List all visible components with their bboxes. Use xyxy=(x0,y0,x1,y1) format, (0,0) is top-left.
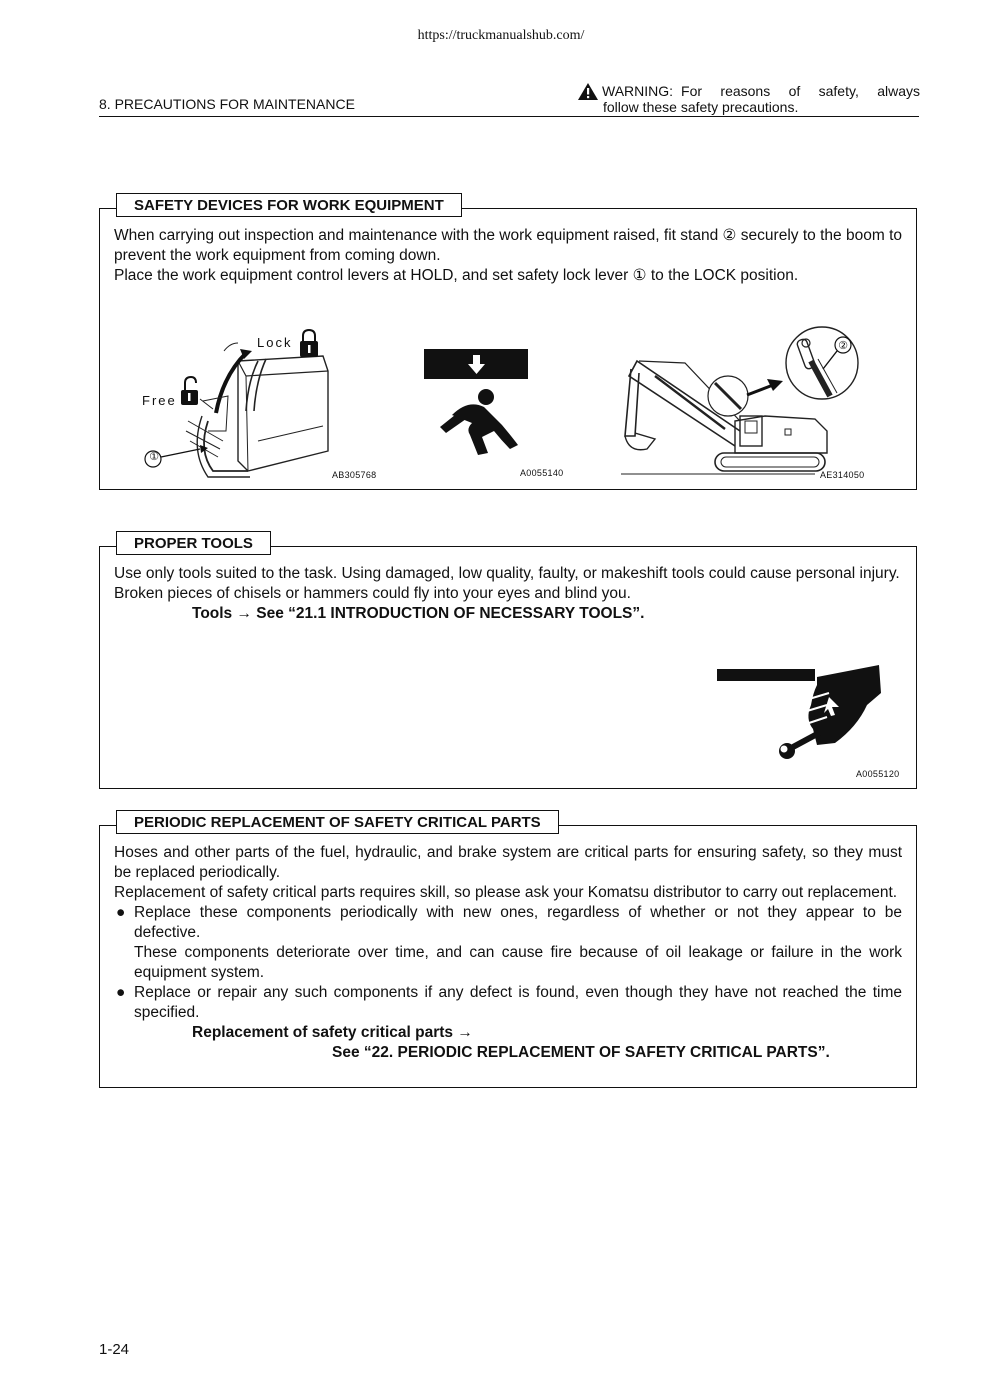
cross-reference: Replacement of safety critical parts → xyxy=(192,1024,473,1041)
section-body xyxy=(114,226,902,286)
list-item xyxy=(114,903,902,943)
figure-code: A0055120 xyxy=(856,769,900,779)
paragraph: Place the work equipment control levers at HOLD, and set safety lock lever ① to the LOCK position. xyxy=(114,267,799,284)
paragraph: Hoses and other parts of the fuel, hydraulic, and brake system are critical parts for ensuring safety, so they must be replaced periodically. xyxy=(114,844,902,881)
padlock-closed-icon xyxy=(300,330,318,357)
warning-label: WARNING: xyxy=(602,83,674,99)
warning-text-line2: follow these safety precautions. xyxy=(603,99,799,115)
bullet-text: Replace these components periodically with new ones, regardless of whether or not they appear to be defective. xyxy=(134,904,902,941)
hand-wrench-pictogram xyxy=(717,663,887,763)
cross-reference: Tools → See “21.1 INTRODUCTION OF NECESSARY TOOLS”. xyxy=(192,605,645,622)
bullet-symbol: ● xyxy=(116,904,126,921)
section-body xyxy=(114,564,902,624)
excavator-drawing xyxy=(615,321,895,486)
figure-code: AE314050 xyxy=(820,470,865,480)
section-body xyxy=(114,843,902,1063)
paragraph: Replacement of safety critical parts requires skill, so please ask your Komatsu distributor to carry out replacement. xyxy=(114,884,898,901)
section-header: 8. PRECAUTIONS FOR MAINTENANCE xyxy=(99,96,355,112)
page-number: 1-24 xyxy=(99,1341,130,1358)
figure-code: AB305768 xyxy=(332,470,377,480)
paragraph: When carrying out inspection and maintenance with the work equipment raised, fit stand ② securely to the boom to prevent the work equipment from coming down. xyxy=(114,227,902,264)
cross-reference: See “22. PERIODIC REPLACEMENT OF SAFETY CRITICAL PARTS”. xyxy=(332,1044,830,1061)
label-free: Free xyxy=(142,393,177,408)
header-rule xyxy=(99,116,919,117)
section-title: PERIODIC REPLACEMENT OF SAFETY CRITICAL PARTS xyxy=(116,810,559,834)
callout-1: ① xyxy=(149,451,159,463)
list-item xyxy=(114,983,902,1023)
label-lock: Lock xyxy=(257,335,293,350)
warning-notice xyxy=(578,83,920,115)
callout-2: ② xyxy=(838,340,848,352)
section-periodic-replacement xyxy=(99,814,917,1088)
source-url: https://truckmanualshub.com/ xyxy=(417,28,585,43)
padlock-open-icon xyxy=(181,377,198,405)
bullet-detail: These components deteriorate over time, and can cause fire because of oil leakage or failure in the work equipment system. xyxy=(134,944,902,981)
section-safety-devices xyxy=(99,197,917,490)
bullet-text: Replace or repair any such components if any defect is found, even though they have not reached the time specified. xyxy=(134,984,902,1021)
bullet-symbol: ● xyxy=(116,984,126,1001)
paragraph: Broken pieces of chisels or hammers could fly into your eyes and blind you. xyxy=(114,585,631,602)
section-title: PROPER TOOLS xyxy=(116,531,271,555)
section-proper-tools xyxy=(99,535,917,789)
falling-load-pictogram xyxy=(422,349,532,459)
warning-text-line1: For reasons of safety, always xyxy=(681,83,920,99)
figure-code: A0055140 xyxy=(520,468,564,478)
warning-triangle-icon xyxy=(578,83,598,100)
paragraph: Use only tools suited to the task. Using damaged, low quality, faulty, or makeshift tools could cause personal injury. xyxy=(114,565,900,582)
section-title: SAFETY DEVICES FOR WORK EQUIPMENT xyxy=(116,193,462,217)
